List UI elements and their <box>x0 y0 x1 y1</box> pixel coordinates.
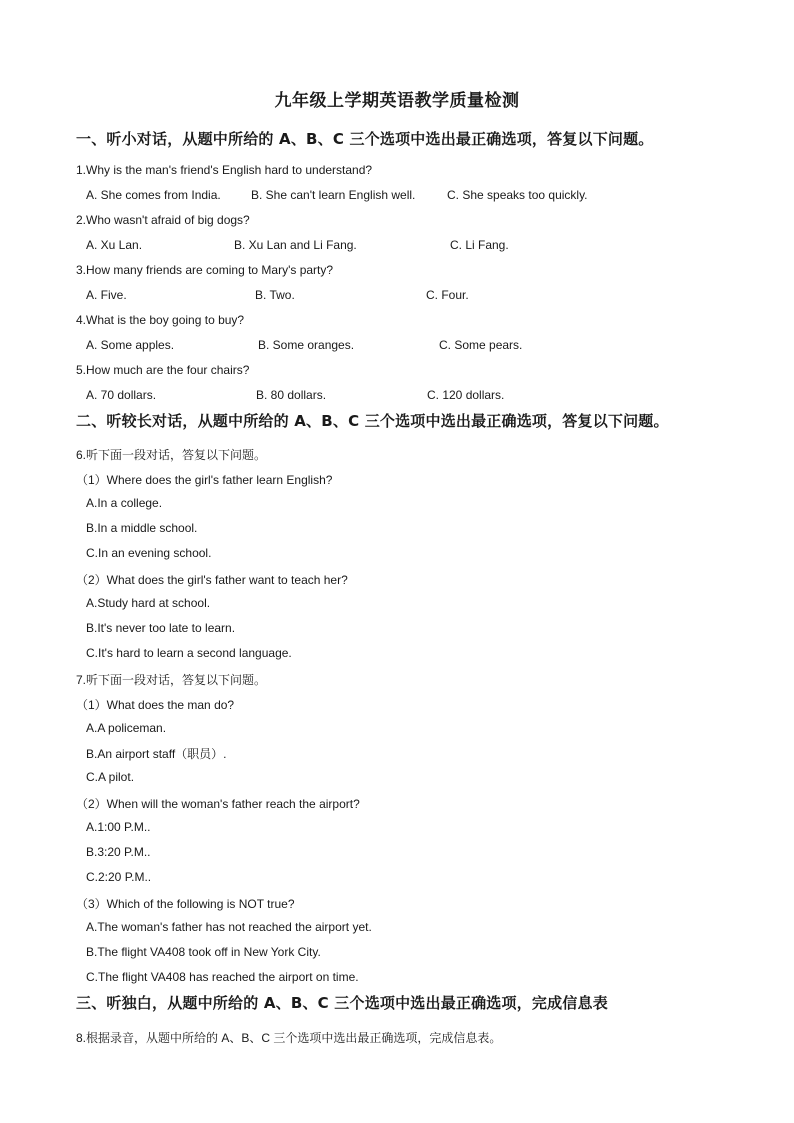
question-7-3-option-b: B.The flight VA408 took off in New York City. <box>86 945 321 959</box>
question-3: 3.How many friends are coming to Mary's party? <box>76 263 334 277</box>
option-a: A. She comes from India. <box>86 188 221 202</box>
question-4: 4.What is the boy going to buy? <box>76 313 245 327</box>
section-heading-2: 二、听较长对话，从题中所给的 A、B、C 三个选项中选出最正确选项，答复以下问题。 <box>76 412 669 430</box>
question-5: 5.How much are the four chairs? <box>76 363 250 377</box>
option-c: C. Four. <box>426 288 469 302</box>
question-7-3-option-a: A.The woman's father has not reached the airport yet. <box>86 920 372 934</box>
section-heading-3: 三、听独白，从题中所给的 A、B、C 三个选项中选出最正确选项，完成信息表 <box>76 994 608 1012</box>
question-7-2-option-a: A.1:00 P.M.. <box>86 820 151 834</box>
question-7-3-option-c: C.The flight VA408 has reached the airport on time. <box>86 970 359 984</box>
option-a: A. Some apples. <box>86 338 175 352</box>
section-heading-1: 一、听小对话，从题中所给的 A、B、C 三个选项中选出最正确选项，答复以下问题。 <box>76 130 654 148</box>
option-a: A. 70 dollars. <box>86 388 157 402</box>
question-6-1-option-a: A.In a college. <box>86 496 163 510</box>
option-a: A. Xu Lan. <box>86 238 143 252</box>
question-6-sub-2: （2）What does the girl's father want to teach her? <box>76 573 348 587</box>
question-6-sub-1: （1）Where does the girl's father learn English? <box>76 473 333 487</box>
option-b: B. She can't learn English well. <box>251 188 416 202</box>
question-6-2-option-c: C.It's hard to learn a second language. <box>86 646 292 660</box>
option-c: C. Li Fang. <box>450 238 509 252</box>
option-a: A. Five. <box>86 288 127 302</box>
question-6-2-option-b: B.It's never too late to learn. <box>86 621 236 635</box>
question-2: 2.Who wasn't afraid of big dogs? <box>76 213 250 227</box>
option-b: B. 80 dollars. <box>256 388 327 402</box>
question-6-intro: 6.听下面一段对话，答复以下问题。 <box>76 448 267 462</box>
question-7-sub-2: （2）When will the woman's father reach the airport? <box>76 797 360 811</box>
question-7-2-option-c: C.2:20 P.M.. <box>86 870 152 884</box>
option-b: B. Two. <box>255 288 295 302</box>
page-title: 九年级上学期英语教学质量检测 <box>274 91 520 111</box>
question-7-1-option-c: C.A pilot. <box>86 770 135 784</box>
question-7-sub-3: （3）Which of the following is NOT true? <box>76 897 295 911</box>
question-7-1-option-b: B.An airport staff（职员）. <box>86 747 227 761</box>
option-c: C. She speaks too quickly. <box>447 188 588 202</box>
question-8: 8.根据录音，从题中所给的 A、B、C 三个选项中选出最正确选项，完成信息表。 <box>76 1031 502 1045</box>
question-6-1-option-b: B.In a middle school. <box>86 521 198 535</box>
option-c: C. 120 dollars. <box>427 388 505 402</box>
question-7-2-option-b: B.3:20 P.M.. <box>86 845 151 859</box>
option-b: B. Xu Lan and Li Fang. <box>234 238 357 252</box>
question-7-intro: 7.听下面一段对话，答复以下问题。 <box>76 673 267 687</box>
question-7-sub-1: （1）What does the man do? <box>76 698 235 712</box>
question-6-1-option-c: C.In an evening school. <box>86 546 212 560</box>
question-7-1-option-a: A.A policeman. <box>86 721 167 735</box>
question-6-2-option-a: A.Study hard at school. <box>86 596 211 610</box>
option-c: C. Some pears. <box>439 338 523 352</box>
question-1: 1.Why is the man's friend's English hard to understand? <box>76 163 373 177</box>
option-b: B. Some oranges. <box>258 338 355 352</box>
